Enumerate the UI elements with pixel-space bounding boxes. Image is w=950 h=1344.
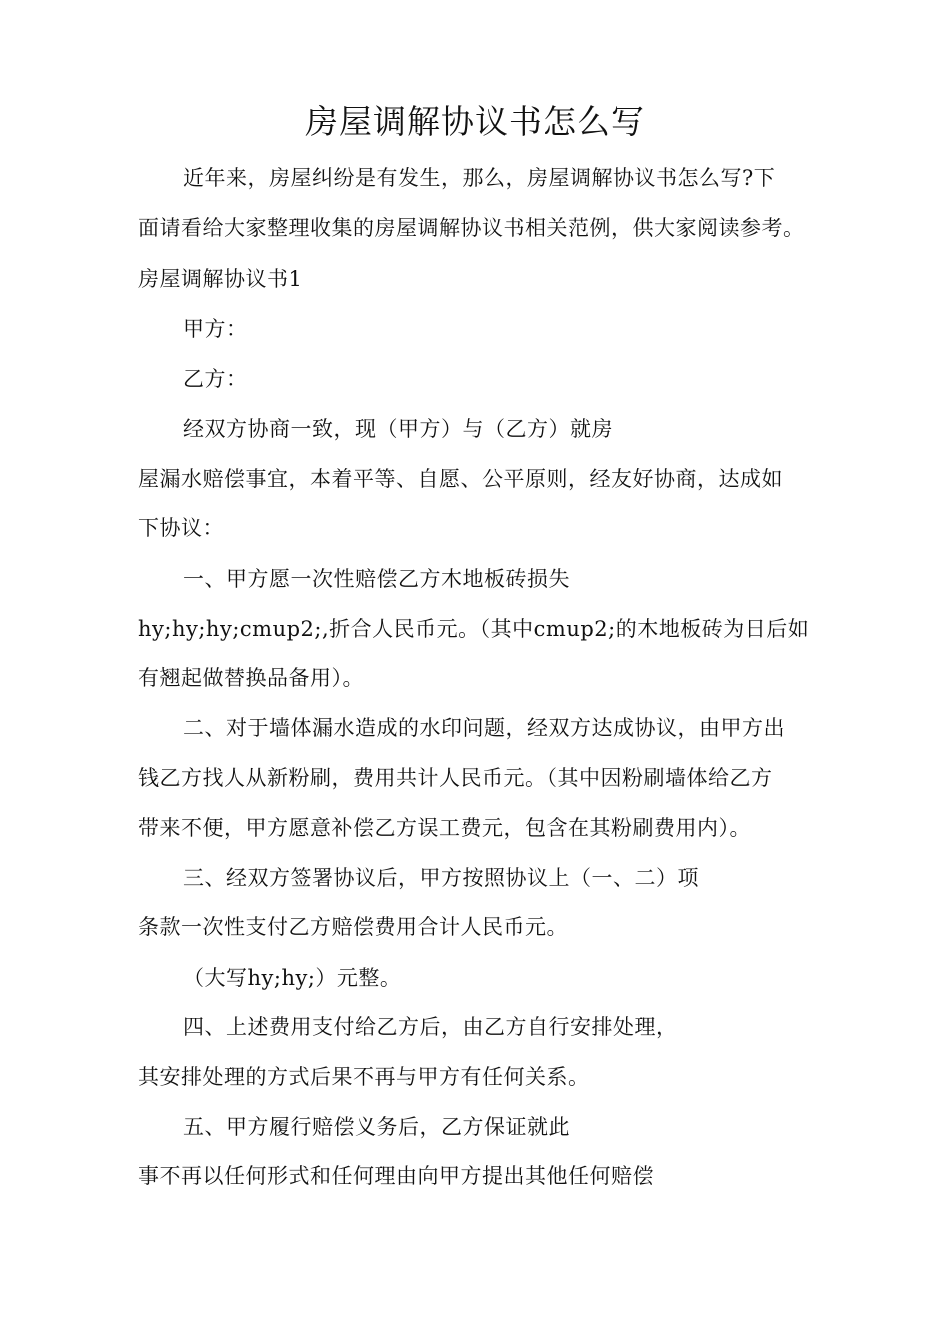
clause-1-line-3: 有翘起做替换品备用）。 [138, 666, 364, 690]
clause-5-line-2: 事不再以任何形式和任何理由向甲方提出其他任何赔偿 [138, 1164, 654, 1188]
clause-4-line-1: 四、上述费用支付给乙方后，由乙方自行安排处理， [183, 1015, 678, 1039]
clause-4-line-2: 其安排处理的方式后果不再与甲方有任何关系。 [138, 1065, 590, 1089]
intro-line-2: 面请看给大家整理收集的房屋调解协议书相关范例，供大家阅读参考。 [138, 216, 805, 240]
clause-3-line-2: 条款一次性支付乙方赔偿费用合计人民币元。 [138, 915, 568, 939]
clause-2-line-2: 钱乙方找人从新粉刷，费用共计人民币元。（其中因粉刷墙体给乙方 [138, 766, 773, 790]
clause-3-line-1: 三、经双方签署协议后，甲方按照协议上（一、二）项 [183, 866, 699, 890]
party-a-label: 甲方： [183, 317, 248, 341]
preamble-line-1: 经双方协商一致，现（甲方）与（乙方）就房 [183, 417, 613, 441]
preamble-line-3: 下协议： [138, 516, 224, 540]
section-heading: 房屋调解协议书1 [138, 267, 303, 291]
party-b-label: 乙方： [183, 367, 248, 391]
clause-2-line-3: 带来不便，甲方愿意补偿乙方误工费元，包含在其粉刷费用内）。 [138, 816, 751, 840]
preamble-line-2: 屋漏水赔偿事宜，本着平等、自愿、公平原则，经友好协商，达成如 [138, 467, 783, 491]
intro-line-1: 近年来，房屋纠纷是有发生，那么，房屋调解协议书怎么写?下 [183, 166, 776, 190]
clause-2-line-1: 二、对于墙体漏水造成的水印问题，经双方达成协议，由甲方出 [183, 716, 785, 740]
document-title: 房屋调解协议书怎么写 [305, 102, 645, 141]
clause-1-line-1: 一、甲方愿一次性赔偿乙方木地板砖损失 [183, 567, 570, 591]
clause-3-line-3: （大写hy;hy;）元整。 [183, 966, 402, 990]
clause-5-line-1: 五、甲方履行赔偿义务后，乙方保证就此 [183, 1115, 570, 1139]
clause-1-line-2: hy;hy;hy;cmup2;,折合人民币元。（其中cmup2;的木地板砖为日后如 [138, 617, 810, 641]
